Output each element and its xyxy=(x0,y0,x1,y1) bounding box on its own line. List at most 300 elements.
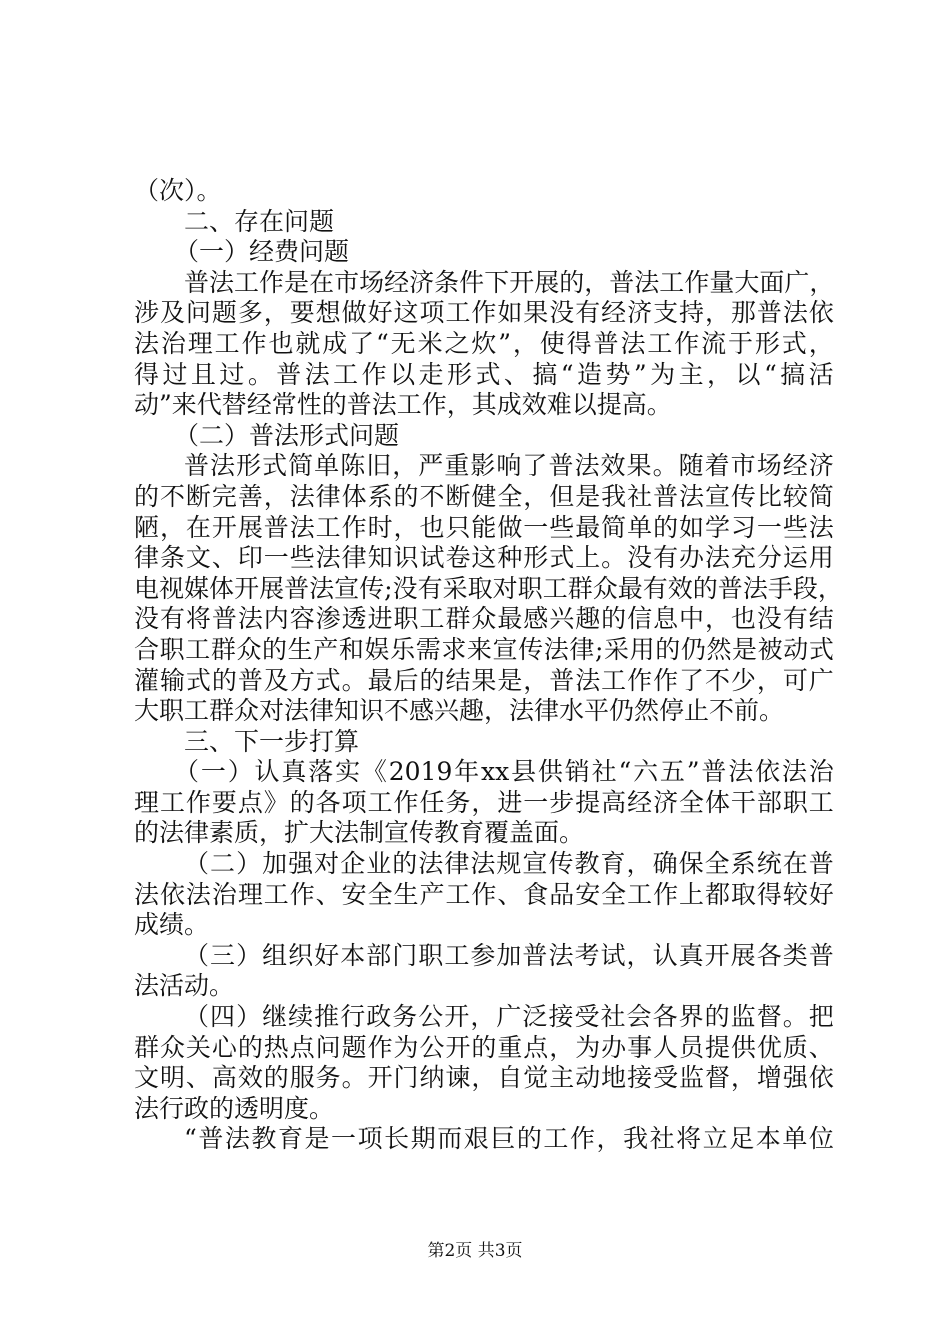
text-char: ， xyxy=(730,1063,756,1093)
text-char: 式 xyxy=(475,359,501,389)
text-char: 问 xyxy=(315,1032,341,1062)
text-char: 、 xyxy=(497,879,523,909)
text-char: 法 xyxy=(470,849,496,879)
text-char: 法 xyxy=(289,512,315,542)
text-char: 于 xyxy=(728,328,754,358)
text-char: 的 xyxy=(559,267,585,297)
text-char: 生 xyxy=(287,634,313,664)
text-char: 群 xyxy=(567,573,593,603)
text-line xyxy=(134,971,834,1002)
text-char: 方 xyxy=(289,665,315,695)
text-char: 传 xyxy=(548,849,574,879)
text-char: 规 xyxy=(496,849,522,879)
text-char: 作 xyxy=(185,787,211,817)
text-line xyxy=(134,849,834,880)
text-char: 效 xyxy=(237,1063,263,1093)
text-char: ， xyxy=(584,267,610,297)
text-char: 门 xyxy=(392,940,418,970)
text-char: ， xyxy=(471,787,497,817)
text-char: 律 xyxy=(444,849,470,879)
text-char: 法 xyxy=(209,267,235,297)
text-char: ” xyxy=(498,328,512,358)
text-char: 需 xyxy=(415,634,441,664)
text-char: 宣 xyxy=(492,634,518,664)
text-char: 济 xyxy=(653,787,679,817)
text-char: 搞 xyxy=(532,359,558,389)
text-char: 为 xyxy=(393,1032,419,1062)
text-char: 普 xyxy=(198,1124,224,1154)
text-char: 各 xyxy=(756,940,782,970)
text-char: 作 xyxy=(341,512,367,542)
text-char: 成 xyxy=(322,328,348,358)
text-char: 信 xyxy=(627,604,653,634)
text-char: 服 xyxy=(289,1063,315,1093)
text-char: 展 xyxy=(730,940,756,970)
text-char: 作 xyxy=(569,1124,595,1154)
text-char: 。 xyxy=(247,359,273,389)
text-char: 、 xyxy=(315,879,341,909)
text-char: 宣 xyxy=(334,573,360,603)
text-char: 兴 xyxy=(549,604,575,634)
text-char: 法 xyxy=(634,267,660,297)
text-char: 品 xyxy=(549,879,575,909)
text-char: 着 xyxy=(704,451,730,481)
text-char: 济 xyxy=(627,298,653,328)
text-char: 广 xyxy=(808,665,834,695)
text-char: 的 xyxy=(289,787,315,817)
text-line xyxy=(134,176,834,207)
text-char: 立 xyxy=(702,1124,728,1154)
text-line-content: 二、存在问题 xyxy=(184,206,335,236)
text-char: 法 xyxy=(134,328,160,358)
text-char: 时 xyxy=(367,512,393,542)
text-char: 》 xyxy=(263,787,289,817)
text-char: 息 xyxy=(653,604,679,634)
text-char: 传 xyxy=(518,634,544,664)
text-char: 造 xyxy=(577,359,603,389)
text-char: 也 xyxy=(419,512,445,542)
text-char: 后 xyxy=(393,665,419,695)
text-char: 作 xyxy=(627,665,653,695)
text-line xyxy=(134,543,834,574)
text-char: “ xyxy=(184,1124,197,1154)
text-char: 少 xyxy=(730,665,756,695)
text-char: 将 xyxy=(676,1124,702,1154)
text-line xyxy=(134,757,834,788)
text-char: 旧 xyxy=(366,451,392,481)
text-line xyxy=(134,1124,834,1155)
text-char: 强 xyxy=(782,1063,808,1093)
text-char: 受 xyxy=(574,1002,600,1032)
text-char: 无 xyxy=(390,328,416,358)
text-char: 工 xyxy=(445,879,471,909)
text-char: 县 xyxy=(511,757,537,787)
text-char: 如 xyxy=(679,512,705,542)
text-char: 的 xyxy=(471,1032,497,1062)
text-char: 件 xyxy=(459,267,485,297)
text-char: 的 xyxy=(653,512,679,542)
text-line-content: 的法律素质，扩大法制宣传教育覆盖面。 xyxy=(134,818,585,848)
text-char: 广 xyxy=(496,1002,522,1032)
text-char: 法 xyxy=(134,879,160,909)
text-char: 作 xyxy=(653,665,679,695)
text-char: 乐 xyxy=(390,634,416,664)
text-char: 单 xyxy=(782,1124,808,1154)
text-char: 展 xyxy=(259,573,285,603)
text-char: “ xyxy=(763,359,777,389)
text-char: 开 xyxy=(509,267,535,297)
text-char: 普 xyxy=(184,267,210,297)
text-char: 的 xyxy=(392,849,418,879)
text-char: 没 xyxy=(756,604,782,634)
text-line xyxy=(134,635,834,666)
text-char: 一 xyxy=(200,757,226,787)
text-char: 销 xyxy=(564,757,590,787)
text-char: （ xyxy=(174,757,200,787)
text-line xyxy=(134,788,834,819)
text-char: 好 xyxy=(314,940,340,970)
text-char: ， xyxy=(756,665,782,695)
text-char: 法 xyxy=(309,573,335,603)
text-char: 企 xyxy=(340,849,366,879)
text-char: 职 xyxy=(517,573,543,603)
page-number-label: 第2页 共3页 xyxy=(427,1241,523,1261)
text-char: 高 xyxy=(601,787,627,817)
text-char: 经 xyxy=(782,451,808,481)
text-char: 安 xyxy=(341,879,367,909)
text-char: 手 xyxy=(767,573,793,603)
text-char: 艰 xyxy=(463,1124,489,1154)
text-char: 走 xyxy=(418,359,444,389)
text-char: 统 xyxy=(756,849,782,879)
text-char: 务 xyxy=(315,1063,341,1093)
text-char: 督 xyxy=(704,1063,730,1093)
text-char: 有 xyxy=(159,604,185,634)
text-char: 有 xyxy=(575,298,601,328)
text-line xyxy=(134,360,834,391)
text-char: 工 xyxy=(234,267,260,297)
text-char: 督 xyxy=(756,1002,782,1032)
text-char: 真 xyxy=(281,757,307,787)
text-char: 多 xyxy=(237,298,263,328)
text-char: ， xyxy=(159,512,185,542)
text-char: 保 xyxy=(678,849,704,879)
text-line xyxy=(134,696,834,727)
text-char: 会 xyxy=(626,1002,652,1032)
text-char: 全 xyxy=(679,787,705,817)
text-char: 各 xyxy=(315,787,341,817)
text-char: 关 xyxy=(185,1032,211,1062)
text-char: 过 xyxy=(162,359,188,389)
text-char: 了 xyxy=(679,665,705,695)
text-char: 业 xyxy=(366,849,392,879)
text-char: 质 xyxy=(782,1032,808,1062)
text-char: 内 xyxy=(263,604,289,634)
text-char: 没 xyxy=(549,298,575,328)
text-char: 、 xyxy=(211,543,237,573)
text-line-content: 法活动。 xyxy=(134,971,235,1001)
text-char: 加 xyxy=(496,940,522,970)
text-line xyxy=(134,390,834,421)
text-char: 办 xyxy=(601,1032,627,1062)
text-char: 文 xyxy=(185,543,211,573)
text-char: 普 xyxy=(549,665,575,695)
text-char: 是 xyxy=(732,634,758,664)
text-char: 采 xyxy=(604,634,630,664)
text-char: 取 xyxy=(730,879,756,909)
text-char: 真 xyxy=(678,940,704,970)
text-char: 法 xyxy=(574,451,600,481)
text-char: 下 xyxy=(484,267,510,297)
text-char: 政 xyxy=(366,1002,392,1032)
text-char: 育 xyxy=(600,849,626,879)
text-char: 问 xyxy=(185,298,211,328)
text-char: 界 xyxy=(678,1002,704,1032)
text-char: 长 xyxy=(384,1124,410,1154)
text-char: 的 xyxy=(704,1002,730,1032)
text-char: 开 xyxy=(234,573,260,603)
text-char: 就 xyxy=(295,328,321,358)
text-char: 中 xyxy=(679,604,705,634)
text-char: 的 xyxy=(263,1063,289,1093)
text-char: 最 xyxy=(367,665,393,695)
text-char: 果 xyxy=(626,451,652,481)
text-char: 做 xyxy=(341,298,367,328)
text-line-content: （二）普法形式问题 xyxy=(174,420,400,450)
text-char: 我 xyxy=(601,481,627,511)
text-char: 上 xyxy=(575,543,601,573)
text-char: 普 xyxy=(276,359,302,389)
text-char: 增 xyxy=(756,1063,782,1093)
text-char: 式 xyxy=(185,665,211,695)
text-char: 众 xyxy=(236,634,262,664)
text-char: 工 xyxy=(445,298,471,328)
text-char: 米 xyxy=(417,328,443,358)
text-char: 众 xyxy=(159,1032,185,1062)
text-char: 众 xyxy=(471,604,497,634)
text-char: 理 xyxy=(237,879,263,909)
text-char: 习 xyxy=(730,512,756,542)
text-char: 律 xyxy=(341,543,367,573)
text-char: ” xyxy=(686,757,700,787)
text-char: 工 xyxy=(214,328,240,358)
text-char: 确 xyxy=(652,849,678,879)
text-char: ， xyxy=(471,1063,497,1093)
text-char: 、 xyxy=(503,359,529,389)
text-char: 动 xyxy=(783,634,809,664)
text-char: 使 xyxy=(539,328,565,358)
text-char: 场 xyxy=(756,451,782,481)
text-char: （ xyxy=(184,849,210,879)
text-char: ” xyxy=(633,359,647,389)
text-line xyxy=(134,910,834,941)
text-char: 继 xyxy=(262,1002,288,1032)
text-char: 之 xyxy=(444,328,470,358)
text-char: 一 xyxy=(756,512,782,542)
text-char: 有 xyxy=(642,573,668,603)
text-char: 种 xyxy=(497,543,523,573)
text-char: 了 xyxy=(522,451,548,481)
text-char: ; xyxy=(594,634,604,664)
text-char: 认 xyxy=(652,940,678,970)
text-char: 想 xyxy=(315,298,341,328)
text-char: 被 xyxy=(757,634,783,664)
text-char: 试 xyxy=(600,940,626,970)
text-char: 的 xyxy=(237,1032,263,1062)
text-char: 法 xyxy=(575,665,601,695)
text-char: 产 xyxy=(313,634,339,664)
text-char: 些 xyxy=(289,543,315,573)
text-line xyxy=(134,666,834,697)
text-char: 普 xyxy=(717,573,743,603)
text-char: 作 xyxy=(684,267,710,297)
text-char: 受 xyxy=(653,1063,679,1093)
text-char: 考 xyxy=(574,940,600,970)
text-line xyxy=(134,880,834,911)
text-char: 的 xyxy=(692,573,718,603)
text-char: 一 xyxy=(523,512,549,542)
text-char: 及 xyxy=(263,665,289,695)
text-char: 推 xyxy=(314,1002,340,1032)
text-line xyxy=(134,268,834,299)
text-char: 工 xyxy=(543,1124,569,1154)
text-char: 社 xyxy=(627,481,653,511)
text-char: 作 xyxy=(393,787,419,817)
text-char: 谏 xyxy=(445,1063,471,1093)
text-char: 场 xyxy=(359,267,385,297)
text-char: 心 xyxy=(211,1032,237,1062)
text-char: 和 xyxy=(338,634,364,664)
text-char: 织 xyxy=(288,940,314,970)
text-char: 把 xyxy=(808,1002,834,1032)
text-char: 生 xyxy=(393,879,419,909)
text-char: 体 xyxy=(209,573,235,603)
text-char: 2019 xyxy=(388,757,453,787)
text-char: 效 xyxy=(600,451,626,481)
text-char: 式 xyxy=(781,328,807,358)
text-char: 试 xyxy=(419,543,445,573)
text-char: 市 xyxy=(730,451,756,481)
text-char: 善 xyxy=(237,481,263,511)
text-char: ） xyxy=(236,849,262,879)
text-char: 动 xyxy=(575,1063,601,1093)
text-char: 社 xyxy=(591,757,617,787)
text-char: 是 xyxy=(284,267,310,297)
text-char: 作 xyxy=(367,1032,393,1062)
text-char: 运 xyxy=(782,543,808,573)
text-char: ） xyxy=(236,940,262,970)
text-char: 主 xyxy=(678,359,704,389)
text-char: 安 xyxy=(575,879,601,909)
text-char: 普 xyxy=(184,451,210,481)
text-char: 门 xyxy=(393,1063,419,1093)
text-char: 点 xyxy=(289,1032,315,1062)
text-char: 传 xyxy=(359,573,385,603)
text-char: 容 xyxy=(289,604,315,634)
text-char: 文 xyxy=(134,1063,160,1093)
text-char: 展 xyxy=(237,512,263,542)
text-char: 宣 xyxy=(522,849,548,879)
text-char: 果 xyxy=(523,298,549,328)
text-char: 依 xyxy=(808,1063,834,1093)
text-char: 卷 xyxy=(445,543,471,573)
text-line xyxy=(134,1033,834,1064)
text-char: 开 xyxy=(211,512,237,542)
text-char: 最 xyxy=(497,604,523,634)
text-char: 果 xyxy=(471,665,497,695)
text-char: 普 xyxy=(653,481,679,511)
text-char: 感 xyxy=(523,604,549,634)
text-char: 普 xyxy=(593,328,619,358)
text-char: 流 xyxy=(701,328,727,358)
text-char: 强 xyxy=(288,849,314,879)
text-char: 法 xyxy=(185,879,211,909)
text-char: 各 xyxy=(652,1002,678,1032)
text-char: 的 xyxy=(262,634,288,664)
text-char: 没 xyxy=(627,543,653,573)
text-line xyxy=(134,1063,834,1094)
text-char: 那 xyxy=(730,298,756,328)
text-char: 工 xyxy=(185,634,211,664)
text-char: 工 xyxy=(333,359,359,389)
text-line-content: 三、下一步打算 xyxy=(184,726,360,756)
text-char: 全 xyxy=(704,849,730,879)
text-char: 、 xyxy=(808,1032,834,1062)
text-char: 的 xyxy=(516,1124,542,1154)
text-char: 不 xyxy=(704,665,730,695)
text-char: 一 xyxy=(331,1124,357,1154)
text-char: 高 xyxy=(211,1063,237,1093)
text-char: 公 xyxy=(418,1002,444,1032)
text-char: 部 xyxy=(366,940,392,970)
text-line xyxy=(134,818,834,849)
text-char: 媒 xyxy=(184,573,210,603)
text-char: 项 xyxy=(357,1124,383,1154)
text-char: 对 xyxy=(492,573,518,603)
text-line xyxy=(134,1002,834,1033)
text-char: 的 xyxy=(419,665,445,695)
text-char: 完 xyxy=(211,481,237,511)
text-char: 法 xyxy=(237,604,263,634)
text-char: 最 xyxy=(617,573,643,603)
text-char: 监 xyxy=(730,1002,756,1032)
text-char: 输 xyxy=(159,665,185,695)
text-char: 重 xyxy=(497,1032,523,1062)
text-char: 充 xyxy=(730,543,756,573)
text-char: 些 xyxy=(782,512,808,542)
text-char: 以 xyxy=(390,359,416,389)
text-char: 本 xyxy=(755,1124,781,1154)
text-char: ） xyxy=(236,1002,262,1032)
text-char: 简 xyxy=(288,451,314,481)
text-char: 期 xyxy=(410,1124,436,1154)
text-char: 法 xyxy=(728,757,754,787)
text-char: 了 xyxy=(349,328,375,358)
text-char: 对 xyxy=(314,849,340,879)
text-char: 落 xyxy=(308,757,334,787)
text-char: 题 xyxy=(341,1032,367,1062)
text-char: 严 xyxy=(418,451,444,481)
text-char: 参 xyxy=(470,940,496,970)
text-char: 条 xyxy=(159,543,185,573)
text-char: 位 xyxy=(808,1124,834,1154)
text-char: 好 xyxy=(367,298,393,328)
text-char: 泛 xyxy=(522,1002,548,1032)
text-char: 如 xyxy=(497,298,523,328)
text-char: 可 xyxy=(782,665,808,695)
text-char: 全 xyxy=(601,879,627,909)
text-char: 律 xyxy=(569,634,595,664)
